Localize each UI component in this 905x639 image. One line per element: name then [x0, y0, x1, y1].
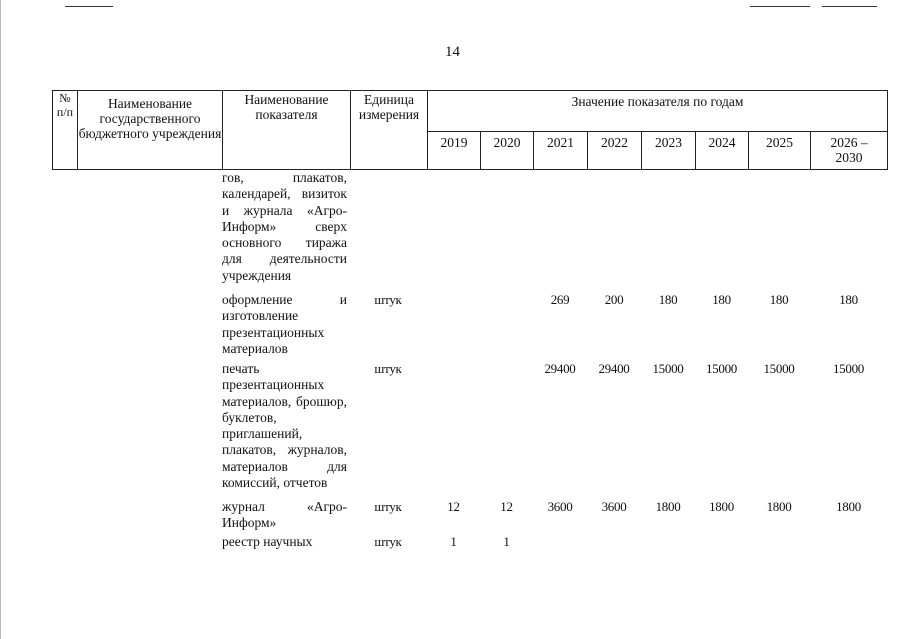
page-number: 14	[445, 44, 460, 60]
unit-cell: штук	[374, 499, 402, 514]
value-cell-2021: 29400	[544, 361, 576, 376]
value-cell-2022: 3600	[601, 499, 627, 514]
value-cell-2020: 1	[503, 534, 510, 549]
value-cell-2019: 12	[447, 499, 460, 514]
value-cell-2021: 269	[550, 292, 570, 307]
header-year-2022: 2022	[588, 132, 642, 170]
value-cell-2024: 1800	[709, 499, 734, 514]
header-col-indicator: Наименование показателя	[223, 91, 351, 170]
value-cell-2026-2030: 180	[839, 292, 858, 307]
value-cell-2023: 180	[658, 292, 678, 307]
header-col-number: № п/п	[53, 91, 78, 170]
value-cell-2020: 12	[500, 499, 513, 514]
value-cell-2025: 1800	[766, 499, 792, 514]
value-cell-2019: 1	[450, 534, 457, 549]
header-year-2025: 2025	[749, 132, 811, 170]
indicator-name: реестр научных	[222, 534, 313, 549]
header-col-values: Значение показателя по годам	[428, 91, 888, 132]
value-cell-2022: 200	[604, 292, 624, 307]
value-cell-2024: 15000	[705, 361, 737, 376]
indicator-name: журнал «Агро-Информ»	[222, 499, 347, 531]
unit-cell: штук	[374, 534, 402, 549]
value-cell-2025: 180	[769, 292, 789, 307]
value-cell-2026-2030: 1800	[836, 499, 861, 514]
value-cell-2022: 29400	[598, 361, 630, 376]
indicator-name: гов, плакатов, календарей, визиток и журнала «Агро-Информ» сверх основного тиража для деятельности учреждения	[222, 170, 347, 283]
indicator-name: оформление и изготовление презентационных материалов	[222, 292, 347, 356]
value-cell-2023: 15000	[652, 361, 684, 376]
header-year-2024: 2024	[696, 132, 749, 170]
header-year-2021: 2021	[534, 132, 588, 170]
value-cell-2024: 180	[712, 292, 731, 307]
header-year-2020: 2020	[481, 132, 534, 170]
value-cell-2026-2030: 15000	[832, 361, 864, 376]
header-col-institution: Наименование государственного бюджетного учреждения	[78, 91, 223, 170]
value-cell-2023: 1800	[655, 499, 681, 514]
unit-cell: штук	[374, 361, 402, 376]
header-col-unit: Единица измерения	[351, 91, 428, 170]
value-cell-2025: 15000	[763, 361, 795, 376]
indicator-name: печать презентационных материалов, брошюр, буклетов, приглашений, плакатов, журналов, материалов для комиссий, отчетов	[222, 361, 347, 491]
header-year-2026-2030: 2026 – 2030	[811, 132, 888, 170]
header-year-2019: 2019	[428, 132, 481, 170]
header-year-2023: 2023	[642, 132, 696, 170]
value-cell-2021: 3600	[547, 499, 573, 514]
unit-cell: штук	[374, 292, 402, 307]
